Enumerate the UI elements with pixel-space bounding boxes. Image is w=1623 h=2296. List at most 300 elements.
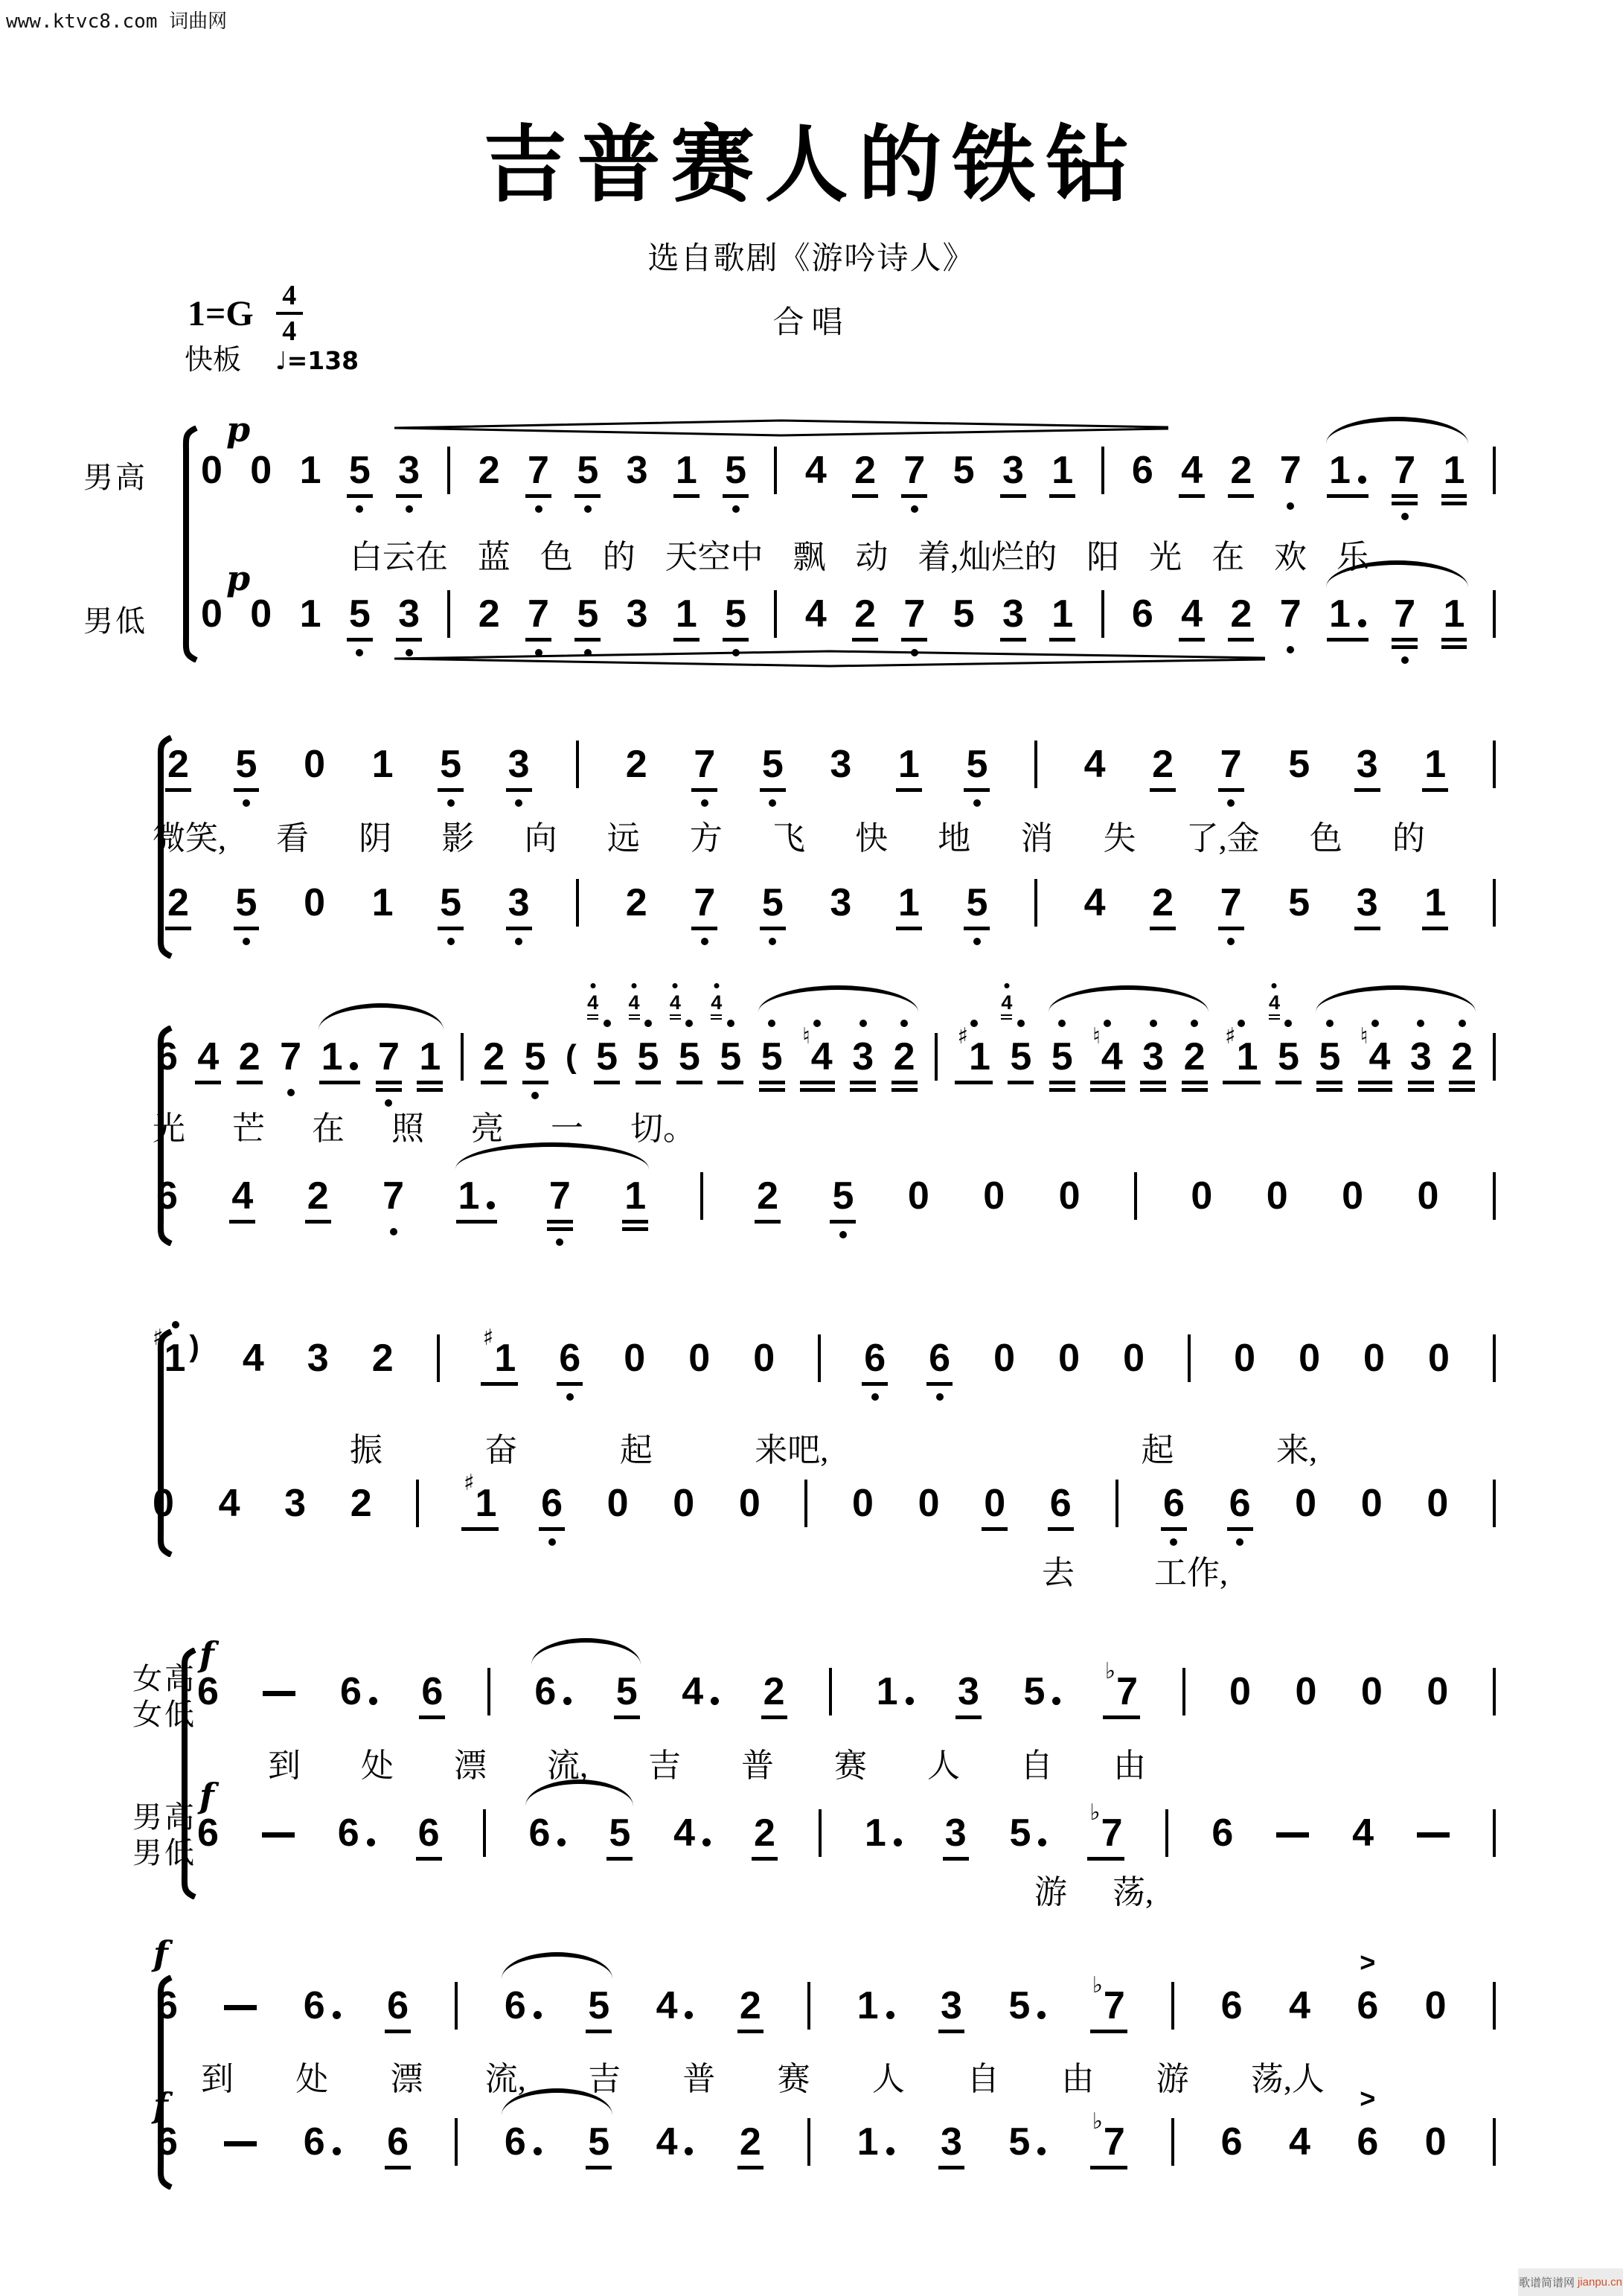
lyric-syllable: 荡, (1113, 1874, 1153, 1910)
note (1058, 1339, 1080, 1378)
notation-line (201, 448, 1496, 490)
note-number: 2 (739, 1984, 761, 2027)
note-number: 0 (1417, 1174, 1439, 1218)
note-number: 5 (1051, 1035, 1073, 1078)
lyric-syllable: 向 (524, 820, 557, 857)
note-number: 1 (1051, 592, 1074, 636)
lyric-syllable: 普 (682, 2061, 716, 2097)
octave-dot-high (1417, 1020, 1424, 1027)
note (852, 1484, 874, 1523)
octave-dot-low (535, 505, 542, 513)
octave-dot-high (1459, 1020, 1466, 1027)
note (1229, 1484, 1251, 1523)
slur (1049, 985, 1209, 1012)
note (321, 1037, 359, 1076)
note (1234, 1339, 1255, 1378)
note-number: 1 (1443, 449, 1465, 492)
note-number: 6 (1163, 1482, 1185, 1525)
barline (1101, 590, 1104, 638)
underline (1090, 1088, 1125, 1092)
note (628, 991, 659, 1078)
underline (896, 788, 922, 792)
octave-dot-low (515, 799, 522, 807)
note (1152, 883, 1174, 922)
grace-note: 4 (1001, 993, 1012, 1020)
note (1424, 2120, 1447, 2164)
note-number: 6 (156, 1984, 178, 2027)
octave-dot-low (701, 938, 708, 945)
underline (1392, 645, 1418, 649)
underline (1000, 638, 1026, 642)
note-number: 0 (1191, 1174, 1213, 1218)
note-number: 5 (588, 1984, 610, 2027)
underline (1090, 2166, 1127, 2169)
note (1092, 1972, 1125, 2027)
note-number: 5 (1288, 881, 1310, 924)
note-number: 7 (903, 449, 926, 492)
note-number: 1 (1328, 592, 1351, 636)
note (626, 883, 647, 922)
barline (829, 1668, 832, 1715)
note-number: 5 (761, 881, 784, 924)
octave-dot-low (566, 1393, 574, 1401)
underline (1048, 1527, 1074, 1531)
barline (1188, 1334, 1191, 1382)
underline (850, 1088, 876, 1092)
note (673, 1484, 694, 1523)
underline (1441, 502, 1467, 505)
lyric-syllable: 看 (276, 820, 310, 857)
underline (1049, 638, 1075, 642)
notation-line (201, 592, 1496, 636)
note (372, 1339, 394, 1378)
underline (522, 1081, 548, 1084)
underline (347, 494, 373, 498)
note-number: 6 (417, 1811, 440, 1855)
lyric-syllable: 芒 (232, 1110, 265, 1147)
note-number: 0 (1427, 1670, 1449, 1713)
slur (318, 1003, 444, 1030)
underline (1150, 788, 1176, 792)
underline (195, 1081, 221, 1084)
note (1181, 592, 1203, 636)
note-number: 0 (1234, 1337, 1256, 1380)
underline (1161, 1527, 1187, 1531)
underline (557, 1382, 583, 1386)
note (588, 2120, 610, 2164)
underline (752, 1857, 778, 1861)
notation-line (153, 1325, 1496, 1380)
note-number: 5 (1319, 1035, 1341, 1078)
lyric-syllable: 了,金 (1185, 820, 1260, 857)
underline (760, 788, 786, 792)
note-number: 6 (337, 1811, 359, 1855)
note-number: 6 (387, 1984, 409, 2027)
underline (1449, 1088, 1475, 1092)
note (440, 745, 461, 784)
note-number: 0 (984, 1482, 1006, 1525)
underline (1227, 1527, 1253, 1531)
barline (1493, 1033, 1496, 1081)
watermark-top: www.ktvc8.com 词曲网 (6, 10, 228, 33)
note-number: 2 (478, 592, 500, 636)
note-number: 0 (1266, 1174, 1288, 1218)
note-number: 6 (1357, 2120, 1379, 2164)
underline (737, 2166, 764, 2169)
augmentation-dot (333, 2011, 341, 2019)
note-number: 6 (156, 2120, 178, 2164)
note-number: 0 (304, 743, 325, 786)
underline (1422, 788, 1448, 792)
note-number: 3 (1002, 592, 1024, 636)
note-number: 1 (968, 1035, 990, 1078)
barline (1134, 1172, 1137, 1220)
note (350, 1484, 372, 1523)
note (1357, 883, 1378, 922)
note (307, 1174, 329, 1218)
note-number: 2 (167, 881, 189, 924)
note-number: 5 (1288, 743, 1310, 786)
augmentation-dot (1358, 619, 1366, 627)
lyric-syllable: 远 (606, 820, 640, 857)
note (676, 451, 697, 490)
note (372, 745, 394, 784)
lyric-syllable: 飘 (793, 539, 826, 575)
note (243, 1339, 264, 1378)
note (304, 745, 325, 784)
accidental-natural: ♮ (802, 1023, 810, 1049)
note (830, 883, 851, 922)
note (340, 1672, 377, 1711)
note-number: 3 (398, 592, 420, 636)
note (337, 1811, 375, 1855)
barline (1165, 1809, 1168, 1857)
note (1191, 1174, 1213, 1218)
underline (461, 1527, 499, 1531)
lyric-syllable: 人 (927, 1747, 960, 1784)
note-number: 5 (524, 1035, 546, 1078)
underline (1223, 1081, 1260, 1084)
note-number: 5 (966, 881, 988, 924)
octave-dot-high (768, 1020, 775, 1027)
note (929, 1339, 950, 1378)
accidental-flat: ♭ (1089, 1800, 1101, 1826)
note (387, 2120, 409, 2164)
underline (1008, 1081, 1034, 1084)
slur (1316, 985, 1476, 1012)
note-number: 2 (854, 449, 877, 492)
underline (955, 1081, 992, 1084)
note-number: 5 (761, 1035, 783, 1078)
underline (723, 638, 749, 642)
note-number: 5 (725, 449, 747, 492)
underline (1150, 927, 1176, 930)
octave-dot-low (515, 938, 522, 945)
octave-dot-low (584, 505, 592, 513)
note (1424, 883, 1446, 922)
note-number: 7 (1101, 1811, 1123, 1855)
note (1058, 1174, 1081, 1218)
lyric-syllable: 失 (1103, 820, 1136, 857)
note (1410, 1037, 1432, 1076)
note (1443, 592, 1465, 636)
notation-line (156, 1947, 1496, 2027)
note-number: 3 (508, 743, 530, 786)
note-number: 2 (1152, 743, 1174, 786)
note-number: 7 (1394, 592, 1416, 636)
octave-dot-high (1150, 1020, 1157, 1027)
note-number: 6 (534, 1670, 557, 1713)
note-number: 3 (1142, 1035, 1165, 1078)
lyric-syllable: 漂 (390, 2061, 423, 2097)
note (1427, 1484, 1448, 1523)
note (1220, 2120, 1243, 2164)
note (854, 451, 876, 490)
note-number: 7 (1116, 1670, 1138, 1713)
note (1220, 745, 1242, 784)
underline (456, 1220, 498, 1224)
note (877, 1672, 914, 1711)
note-number: 5 (832, 1174, 854, 1218)
underline (234, 927, 260, 930)
octave-dot-low (732, 505, 740, 513)
dynamic-mark: f (199, 1634, 214, 1675)
note (656, 2120, 694, 2164)
note-number: 4 (1181, 592, 1203, 636)
lyric-syllable: 的 (1392, 820, 1425, 857)
note-number: 7 (1103, 1984, 1125, 2027)
note (153, 1484, 174, 1523)
slur (758, 985, 918, 1012)
note-number: 4 (1083, 881, 1106, 924)
note-number: 7 (1103, 2120, 1125, 2164)
note (983, 1174, 1005, 1218)
note (372, 883, 394, 922)
voice-label: 男高 (132, 1800, 196, 1834)
note-number: 1 (675, 449, 697, 492)
octave-dot-low (839, 1231, 847, 1238)
note (482, 1325, 516, 1380)
accent-mark: > (1360, 2083, 1376, 2114)
octave-dot-low (356, 505, 363, 513)
hairpin-dynamic (394, 649, 1265, 668)
underline (385, 2166, 411, 2169)
note-number: 6 (1229, 1482, 1251, 1525)
augmentation-dot (367, 1838, 375, 1846)
note-number: 3 (830, 881, 852, 924)
note (1092, 2108, 1125, 2164)
underline (1140, 1088, 1166, 1092)
underline (1049, 1081, 1075, 1084)
note-number: 0 (852, 1482, 874, 1525)
note-number: 5 (637, 1035, 659, 1078)
note-number: 2 (625, 743, 647, 786)
duration-dash (224, 2005, 257, 2010)
octave-dot-high (1058, 1020, 1066, 1027)
underline (938, 2166, 964, 2169)
watermark-url: jianpu.cn (1577, 2276, 1623, 2289)
note (753, 1339, 775, 1378)
note-number: 3 (508, 881, 530, 924)
underline (1228, 494, 1254, 498)
lyric-syllable: 色 (540, 539, 573, 575)
note (669, 991, 700, 1078)
underline (800, 1088, 835, 1092)
note (577, 592, 599, 636)
accidental-natural: ♮ (1360, 1023, 1368, 1049)
underline (438, 788, 464, 792)
lyric-syllable: 白云在 (350, 539, 448, 575)
underline (396, 638, 422, 642)
underline (755, 1220, 781, 1224)
octave-dot-high (604, 1020, 611, 1027)
augmentation-dot (711, 1697, 719, 1705)
fraction-bar (276, 312, 303, 315)
octave-dot-high (727, 1020, 734, 1027)
underline (1441, 638, 1467, 642)
lyric-syllable: 赛 (834, 1747, 867, 1784)
note (1211, 1811, 1234, 1855)
note-number: 5 (953, 592, 975, 636)
underline (852, 638, 878, 642)
note (711, 991, 742, 1078)
note-number: 3 (852, 1035, 874, 1078)
lyric-syllable: 到 (201, 2061, 234, 2097)
underline (943, 1857, 969, 1861)
note-number: 4 (242, 1337, 264, 1380)
note-number: 4 (231, 1174, 254, 1218)
note (1428, 1339, 1450, 1378)
lyric-syllable: 照 (391, 1110, 424, 1147)
note-number: 5 (1277, 1035, 1299, 1078)
note (854, 592, 877, 636)
underline (636, 1081, 662, 1084)
note (953, 451, 975, 490)
note (197, 1811, 219, 1855)
octave-dot-low (1401, 513, 1409, 520)
lyric-syllable: 来, (1275, 1432, 1317, 1468)
note (250, 592, 272, 636)
lyric-syllable: 天空中 (665, 539, 764, 575)
note-number: 1 (857, 1984, 879, 2027)
note-number: 1 (897, 743, 920, 786)
underline (586, 2166, 612, 2169)
barline (1493, 1668, 1496, 1715)
note-number: 0 (201, 592, 223, 636)
note-number: 0 (250, 592, 272, 636)
note-number: 5 (966, 743, 988, 786)
note (761, 1037, 783, 1076)
note-number: 4 (218, 1482, 240, 1525)
barline (1493, 741, 1496, 788)
note-number: 7 (280, 1035, 302, 1078)
lyric-syllable: 去 (1042, 1555, 1075, 1591)
note (725, 592, 747, 636)
underline (717, 1081, 743, 1084)
note (508, 745, 530, 784)
lyric-syllable: 流, (547, 1747, 588, 1784)
note (762, 883, 784, 922)
note-number: 1 (876, 1670, 898, 1713)
augmentation-dot (685, 2011, 693, 2019)
lyric-syllable: 处 (295, 2061, 329, 2097)
note-number: 6 (303, 1984, 325, 2027)
underline (622, 1220, 648, 1224)
note-number: 5 (953, 449, 975, 492)
note-number: 0 (753, 1337, 775, 1380)
grace-note: 4 (711, 993, 722, 1020)
underline (347, 638, 373, 642)
note (739, 1484, 761, 1523)
barline (416, 1480, 419, 1527)
note-number: 2 (625, 881, 647, 924)
barline (774, 590, 777, 638)
note-number: 6 (1357, 1984, 1379, 2027)
duration-dash (1417, 1832, 1450, 1838)
note (304, 1986, 341, 2025)
underline (852, 494, 878, 498)
page-title: 吉普赛人的铁钻 (483, 116, 1140, 214)
barline (1101, 447, 1104, 494)
underline (376, 1081, 402, 1084)
note (398, 451, 420, 490)
underline (506, 927, 532, 930)
note (1357, 1947, 1379, 2027)
note-number: 0 (1058, 1174, 1081, 1218)
barline (1115, 1480, 1118, 1527)
note (1152, 745, 1174, 784)
note (656, 1986, 694, 2025)
underline (1000, 494, 1026, 498)
underline (901, 638, 927, 642)
barline (700, 1172, 703, 1220)
note (754, 1811, 775, 1855)
octave-dot-low (1287, 502, 1294, 510)
note (626, 592, 648, 636)
lyric-syllable: 振 (350, 1432, 382, 1468)
note (1425, 1986, 1447, 2025)
ensemble-label: 合唱 (772, 306, 851, 340)
lyrics-line (1042, 1546, 1228, 1593)
lyric-syllable: 起 (619, 1432, 653, 1468)
underline (759, 1088, 785, 1092)
note (478, 592, 500, 636)
note-number: 5 (615, 1670, 638, 1713)
note (1050, 1484, 1072, 1523)
note (201, 451, 223, 490)
note (378, 1037, 400, 1076)
underline (761, 1715, 787, 1719)
underline (438, 927, 464, 930)
note (1142, 1037, 1164, 1076)
barline (1493, 447, 1496, 494)
note (624, 1339, 645, 1378)
lyric-syllable: 赛 (777, 2061, 810, 2097)
underline (1327, 638, 1368, 642)
note-number: 2 (893, 1035, 915, 1078)
octave-dot-high (1104, 1020, 1111, 1027)
note-number: 6 (387, 2120, 409, 2164)
note-number: 5 (1010, 1035, 1032, 1078)
note (348, 592, 371, 636)
octave-dot-high (685, 1020, 693, 1027)
barline (807, 1982, 810, 2030)
note (1184, 1037, 1206, 1076)
note (307, 1339, 329, 1378)
note-number: 3 (626, 449, 648, 492)
augmentation-dot (685, 2147, 693, 2155)
note (421, 1672, 443, 1711)
